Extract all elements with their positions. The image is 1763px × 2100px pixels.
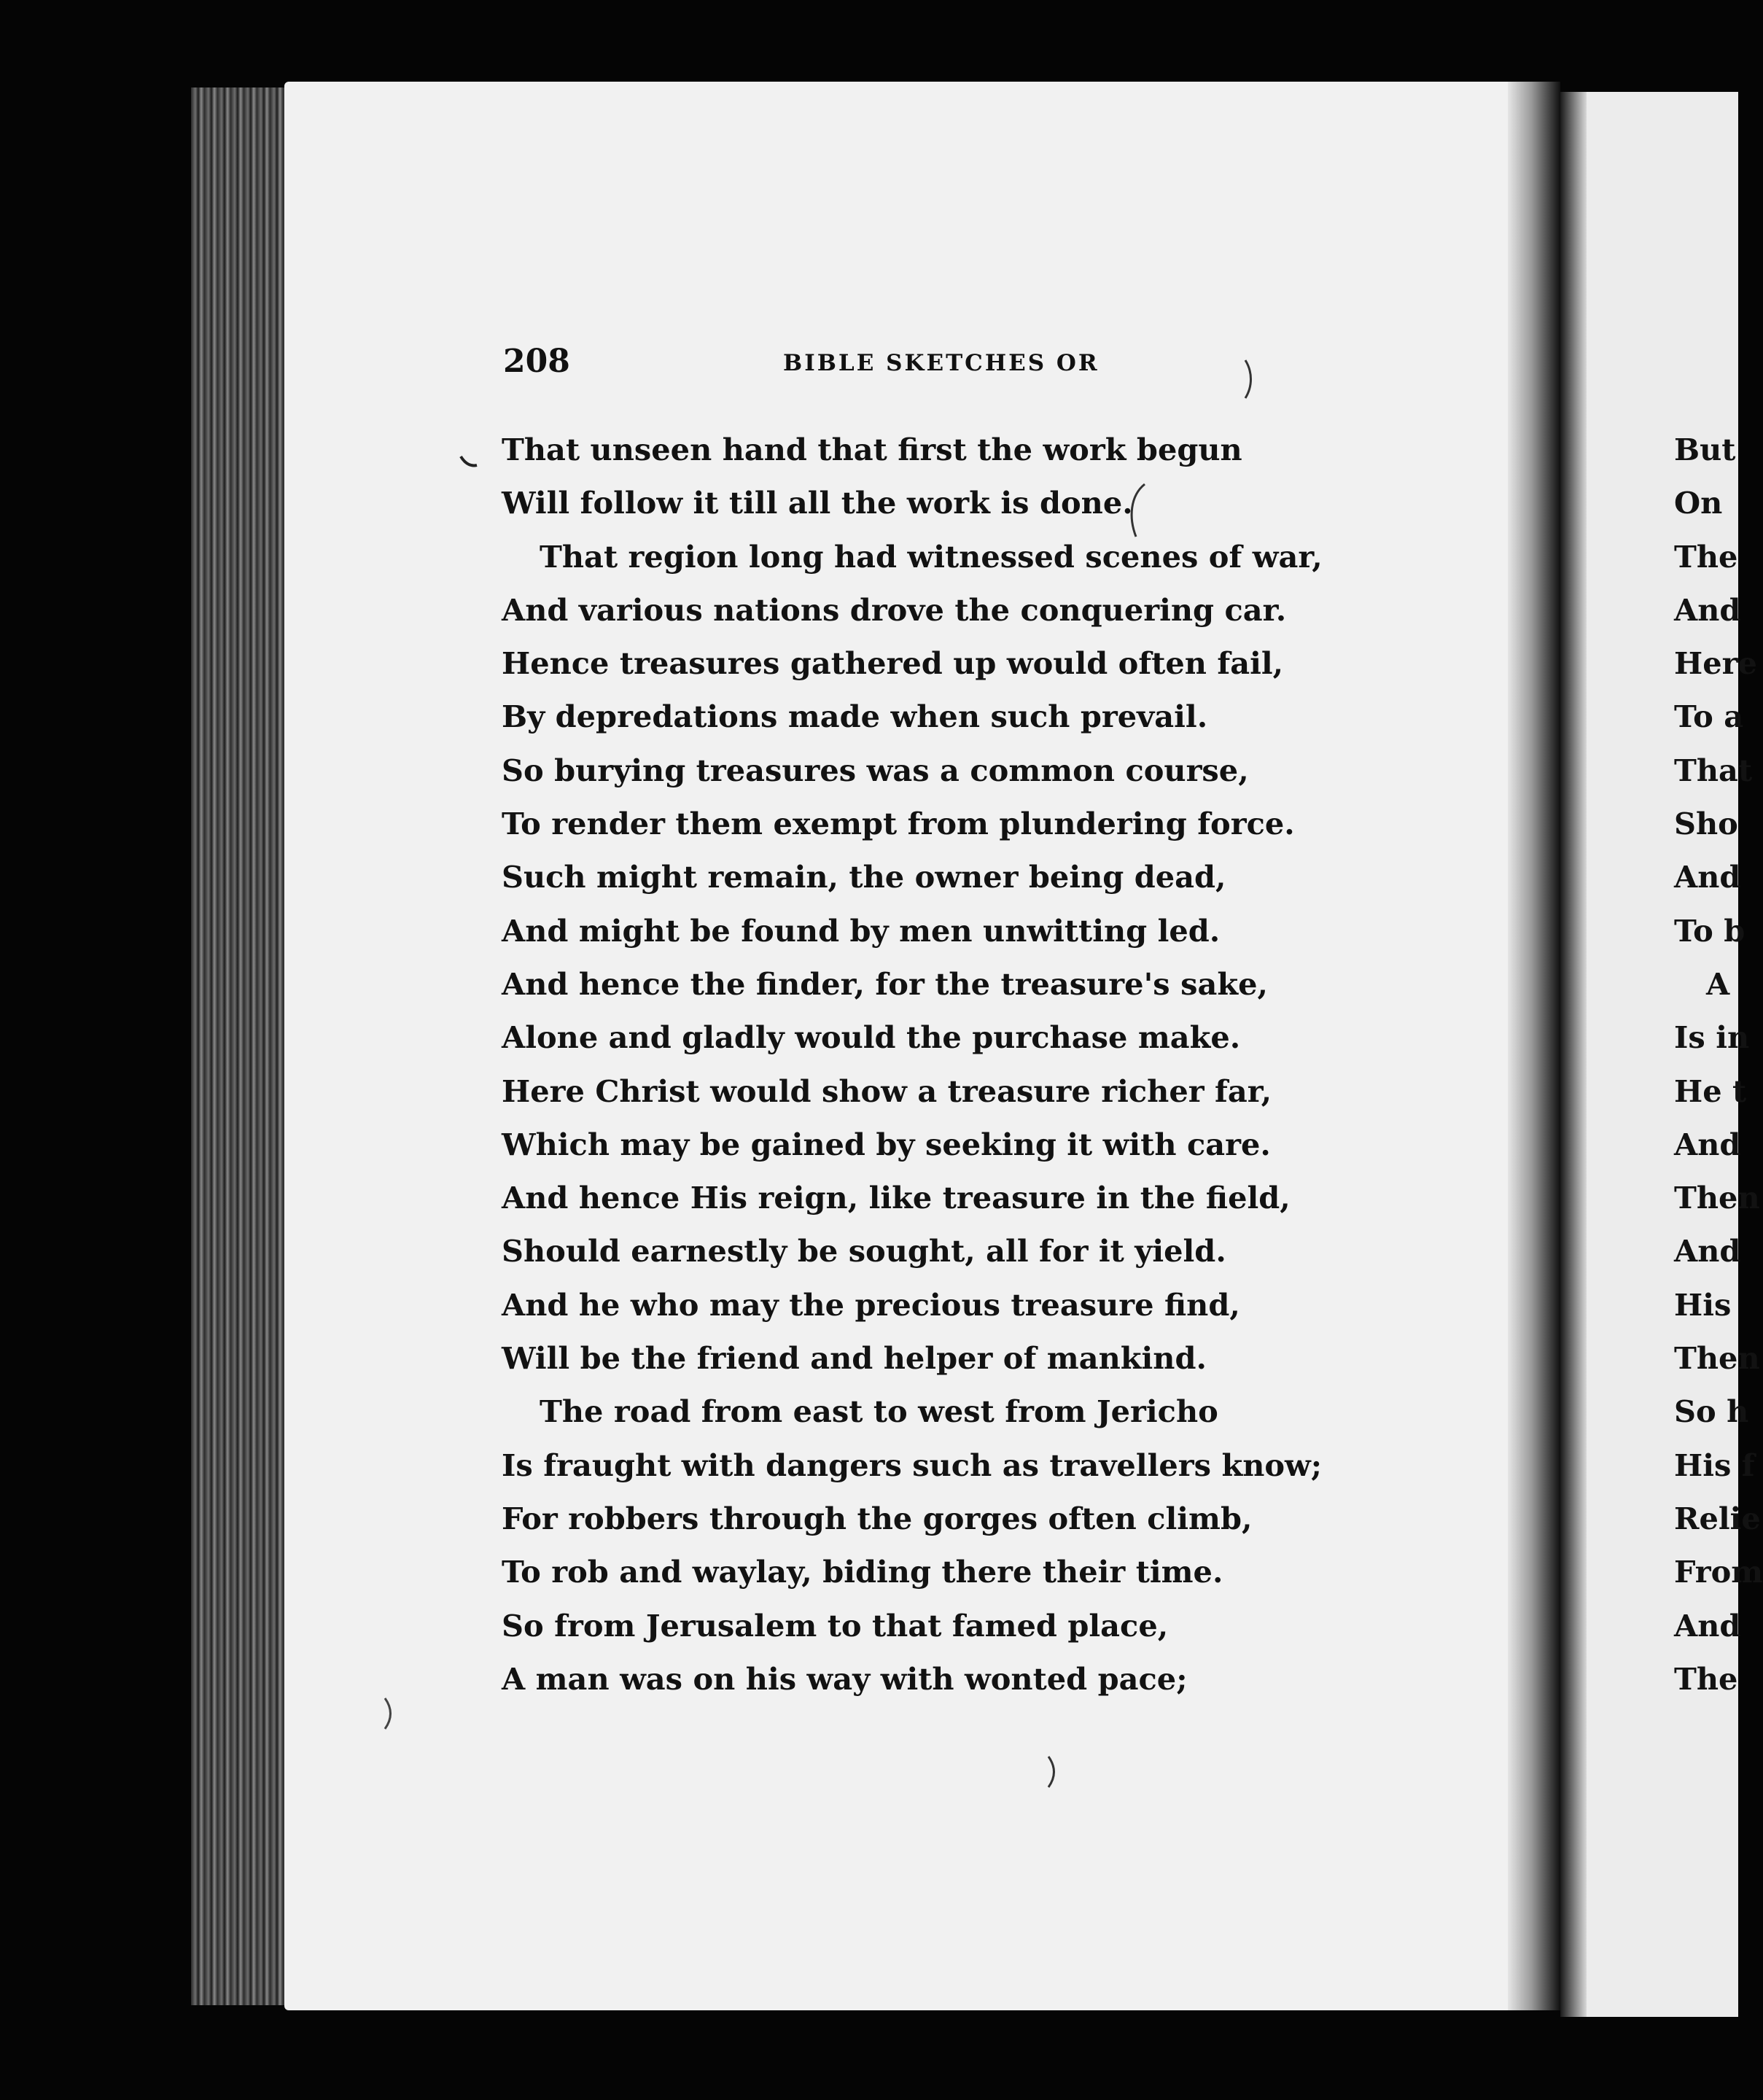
page-number: 208 — [503, 343, 570, 380]
right-page-line: From — [1674, 1554, 1763, 1590]
poem-line: And he who may the precious treasure find, — [502, 1286, 1240, 1323]
right-page-line: But — [1674, 432, 1736, 467]
right-page-line: Sho — [1674, 806, 1738, 842]
right-page-line: He t — [1674, 1073, 1747, 1109]
poem-line: To render them exempt from plundering force. — [502, 806, 1295, 842]
poem-line: Here Christ would show a treasure richer far, — [502, 1073, 1272, 1109]
bracket-mark-icon — [379, 1695, 401, 1732]
right-page-line: Then — [1674, 1340, 1760, 1377]
poem-line: That unseen hand that first the work begun — [502, 432, 1242, 467]
poem-line: Should earnestly be sought, all for it yield. — [502, 1233, 1226, 1269]
right-page-line: To a — [1674, 699, 1744, 735]
poem-line: And might be found by men unwitting led. — [502, 912, 1221, 949]
poem-line: Alone and gladly would the purchase make. — [502, 1019, 1241, 1056]
page-header — [503, 343, 1305, 379]
poem-line: So burying treasures was a common course, — [502, 752, 1249, 788]
right-page-line: To b — [1674, 912, 1746, 949]
poem-line: Will follow it till all the work is done. — [502, 485, 1133, 521]
poem-line: A man was on his way with wonted pace; — [502, 1660, 1188, 1697]
poem-line: Is fraught with dangers such as travellers know; — [502, 1447, 1323, 1483]
right-page-line: The — [1674, 538, 1738, 575]
poem-line: And hence His reign, like treasure in the field, — [502, 1180, 1291, 1216]
right-page-text — [1674, 423, 1763, 1706]
right-page-line: And — [1674, 1607, 1741, 1644]
book-gutter — [1508, 82, 1560, 2010]
poem-line: So from Jerusalem to that famed place, — [502, 1607, 1169, 1644]
poem-line: Will be the friend and helper of mankind. — [502, 1340, 1207, 1377]
margin-tick-icon — [458, 451, 480, 472]
right-page-line: That — [1674, 752, 1753, 788]
right-page-line: Here — [1674, 645, 1757, 682]
poem-line: Hence treasures gathered up would often fail, — [502, 645, 1284, 682]
right-page-line: Then — [1674, 1180, 1760, 1216]
right-page-line: His — [1674, 1286, 1732, 1323]
right-page-line: And — [1674, 1126, 1741, 1162]
pencil-mark-icon — [1123, 481, 1159, 540]
poem-line: And hence the finder, for the treasure's sake, — [502, 965, 1268, 1002]
poem-text — [502, 423, 1501, 1706]
right-page-line: Relie — [1674, 1500, 1761, 1536]
right-page-line: A — [1706, 965, 1730, 1002]
right-page-line: So h — [1674, 1393, 1749, 1430]
page-edges — [191, 88, 286, 2005]
right-page-line: And — [1674, 859, 1741, 895]
poem-line: To rob and waylay, biding there their time. — [502, 1554, 1223, 1590]
bracket-mark-icon — [1239, 357, 1261, 401]
poem-line: For robbers through the gorges often climb, — [502, 1500, 1253, 1536]
bracket-mark-icon — [1043, 1754, 1065, 1790]
running-head: BIBLE SKETCHES OR — [783, 350, 1100, 376]
right-page-line: Is in — [1674, 1019, 1750, 1056]
poem-line: And various nations drove the conquering car. — [502, 591, 1287, 628]
poem-line: The road from east to west from Jericho — [540, 1393, 1218, 1430]
right-page-line: The — [1674, 1660, 1738, 1697]
right-page-line: His f — [1674, 1447, 1755, 1483]
right-page-line: And — [1674, 591, 1741, 628]
right-page-line: And — [1674, 1233, 1741, 1269]
right-page-line: On — [1674, 485, 1723, 521]
poem-line: That region long had witnessed scenes of war, — [540, 538, 1323, 575]
poem-line: Such might remain, the owner being dead, — [502, 859, 1226, 895]
poem-line: Which may be gained by seeking it with care. — [502, 1126, 1271, 1162]
poem-line: By depredations made when such prevail. — [502, 699, 1208, 735]
